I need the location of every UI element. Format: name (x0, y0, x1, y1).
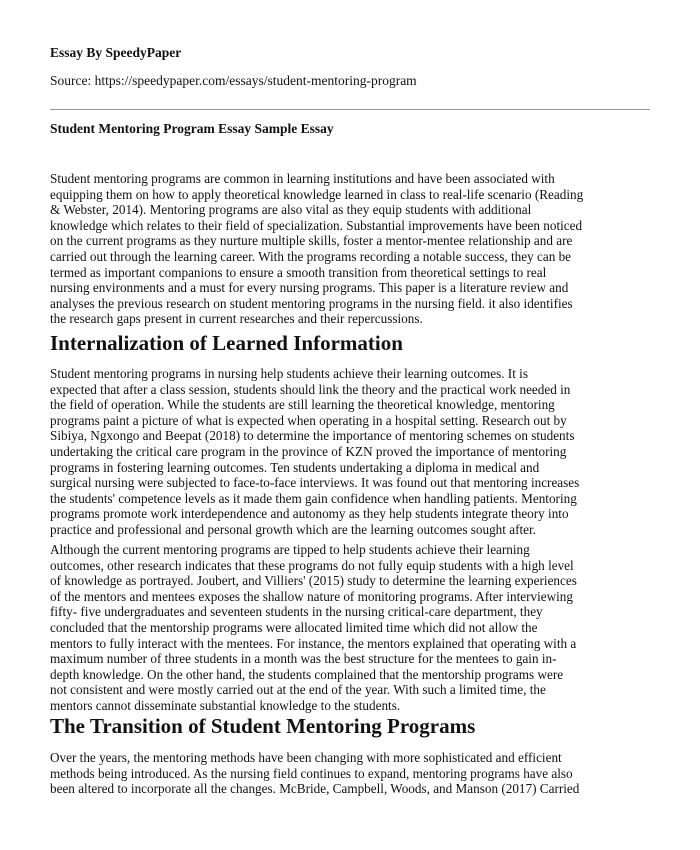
paragraph-line: Although the current mentoring programs are tipped to help students achieve their learning (50, 542, 530, 557)
paragraph-line: & Webster, 2014). Mentoring programs are also vital as they equip students with additional (50, 202, 532, 218)
paragraph-line: on the current programs as they nurture multiple skills, foster a mentor-mentee relationship and are (50, 233, 573, 249)
paragraph-line: methods being introduced. As the nursing field continues to expand, mentoring programs have also (50, 765, 573, 781)
paragraph-line: Student mentoring programs in nursing help students achieve their learning outcomes. It is (50, 366, 528, 381)
paragraph-line: programs in fostering learning outcomes. Ten students undertaking a diploma in medical and (50, 459, 540, 475)
paragraph-line: depth knowledge. On the other hand, the students complained that the mentorship programs were (50, 666, 564, 682)
paragraph-line: the students' competence levels as it made them gain confidence when handling patients. Mentoring (50, 490, 577, 506)
paragraph-line: been altered to incorporate all the changes. McBride, Campbell, Woods, and Manson (2017) Carried (50, 781, 580, 797)
paragraph-line: the research gaps present in current researches and their repercussions. (50, 311, 423, 327)
paragraph-line: analyses the previous research on student mentoring programs in the nursing field. it also identifies (50, 295, 573, 311)
paragraph-line: carried out through the learning career. With the programs recording a notable success, they can be (50, 248, 572, 264)
source-label: Source: (50, 73, 95, 88)
paragraph-line: expected that after a class session, students should link the theory and the practical work needed in (50, 381, 571, 397)
paragraph-line: fifty- five undergraduates and seventeen students in the nursing critical-care department, they (50, 604, 543, 620)
paragraph-line: surgical nursing were subjected to face-to-face interviews. It was found out that mentoring increases (50, 475, 580, 491)
header-divider (50, 109, 650, 110)
internalization-paragraph-1 (50, 366, 656, 538)
paragraph-line: nursing environments and a must for every nursing programs. This paper is a literature review and (50, 280, 569, 296)
author-line: Essay By SpeedyPaper (50, 45, 182, 60)
paragraph-line: concluded that the mentorship programs were allocated limited time which did not allow the (50, 619, 538, 635)
paragraph-line: mentors to fully interact with the mentees. For instance, the mentors explained that operating with a (50, 635, 577, 651)
paragraph-line: programs paint a picture of what is expected when operating in a hospital setting. Research out by (50, 412, 567, 428)
source-line (50, 72, 417, 90)
paragraph-line: Sibiya, Ngxongo and Beepat (2018) to determine the importance of mentoring schemes on students (50, 428, 575, 444)
paragraph-line: undertaking the critical care program in the province of KZN proved the importance of mentoring (50, 443, 567, 459)
paragraph-line: Over the years, the mentoring methods have been changing with more sophisticated and efficient (50, 750, 562, 765)
paragraph-line: maximum number of three students in a month was the best structure for the mentees to gain in- (50, 651, 557, 667)
transition-paragraph-1 (50, 750, 656, 797)
intro-paragraph (50, 171, 656, 327)
paragraph-line: termed as important companions to ensure a smooth transition from theoretical settings to real (50, 264, 547, 280)
source-url: https://speedypaper.com/essays/student-mentoring-program (94, 73, 417, 88)
paragraph-line: practice and professional and personal growth which are the learning outcomes sought after. (50, 521, 536, 537)
internalization-paragraph-2 (50, 542, 656, 714)
paragraph-line: outcomes, other research indicates that these programs do not fully equip students with a high level (50, 557, 574, 573)
paragraph-line: Student mentoring programs are common in learning institutions and have been associated with (50, 171, 555, 186)
paragraph-line: programs promote work interdependence and autonomy as they help students integrate theory into (50, 506, 569, 522)
section-heading-transition: The Transition of Student Mentoring Programs (50, 714, 476, 738)
essay-title: Student Mentoring Program Essay Sample Essay (50, 121, 334, 136)
section-heading-internalization: Internalization of Learned Information (50, 331, 403, 355)
paragraph-line: equipping them on how to apply theoretical knowledge learned in class to real-life scenario (Reading (50, 186, 584, 202)
paragraph-line: of knowledge as portrayed. Joubert, and Villiers' (2015) study to determine the learning experiences (50, 573, 577, 589)
paragraph-line: not consistent and were mostly carried out at the end of the year. With such a limited time, the (50, 682, 546, 698)
paragraph-line: of the mentors and mentees exposes the shallow nature of monitoring programs. After interviewing (50, 588, 573, 604)
paragraph-line: the field of operation. While the students are still learning the theoretical knowledge, mentoring (50, 397, 555, 413)
paragraph-line: mentors cannot disseminate substantial knowledge to the students. (50, 697, 401, 713)
paragraph-line: knowledge which relates to their field of specialization. Substantial improvements have been noticed (50, 217, 583, 233)
